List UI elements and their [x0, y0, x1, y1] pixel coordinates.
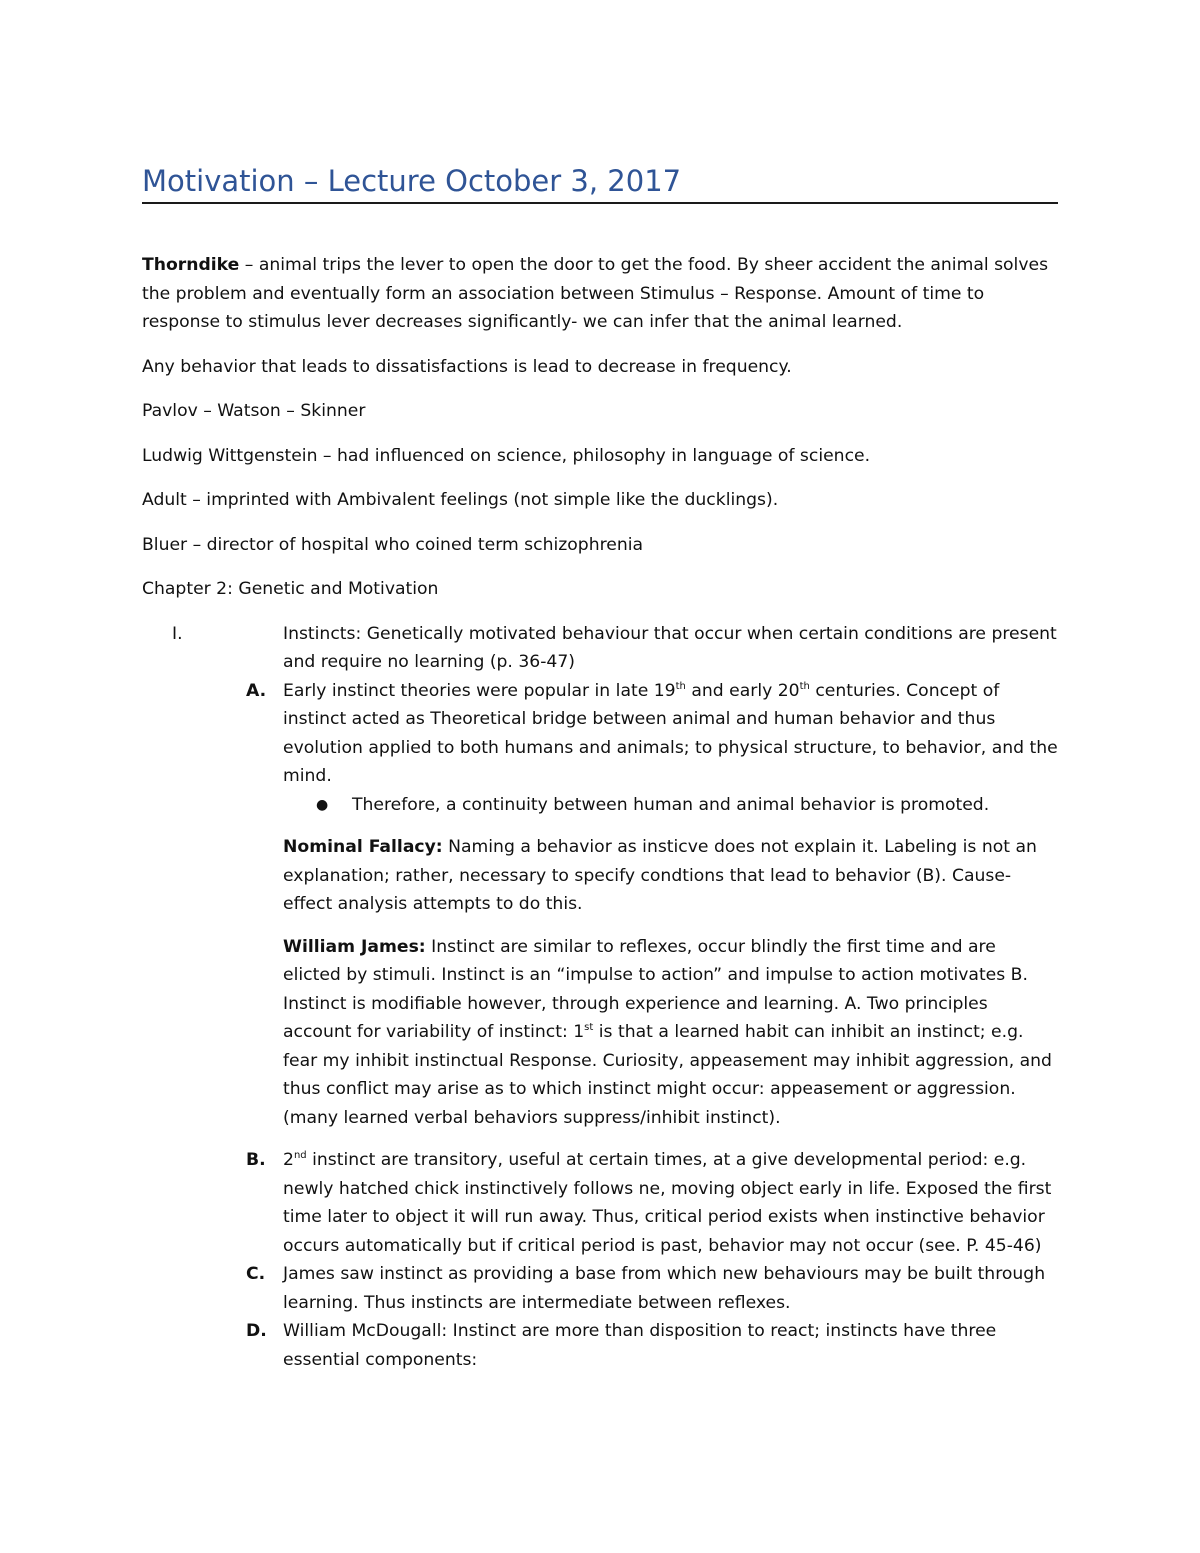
thorndike-text: – animal trips the lever to open the door to get the food. By sheer accident the animal solves the problem and eventually form an association between Stimulus – Response. Amount of time to response to stimulus lever decreases significantly- we can infer that the animal learned.: [142, 255, 1049, 332]
outline-text-c: James saw instinct as providing a base from which new behaviours may be built through learning. Thus instincts are intermediate between reflexes.: [283, 1264, 1046, 1313]
paragraph-william-james: [142, 933, 1058, 1133]
bullet-item: [142, 791, 1058, 820]
outline-item-b: [142, 1146, 1058, 1260]
bullet-text: Therefore, a continuity between human and animal behavior is promoted.: [352, 794, 990, 815]
william-james-text-2: is that a learned habit can inhibit an instinct; e.g. fear my inhibit instinctual Response. Curiosity, appeasement may inhibit aggression, and thus conflict may arise as to which instinct might occur: appeasement or aggression. (many learned verbal behaviors suppress/inhibit instinct).: [283, 1022, 1052, 1128]
paragraph-nominal-fallacy: [142, 833, 1058, 919]
outline-marker-a: A.: [246, 680, 267, 701]
paragraph-adult: Adult – imprinted with Ambivalent feelings (not simple like the ducklings).: [142, 490, 779, 510]
nominal-fallacy-label: Nominal Fallacy:: [283, 837, 443, 857]
paragraph-chapter: Chapter 2: Genetic and Motivation: [142, 579, 439, 599]
nominal-fallacy-text: Naming a behavior as insticve does not explain it. Labeling is not an explanation; rather, necessary to specify condtions that lead to behavior (B). Cause-effect analysis attempts to do this.: [283, 837, 1037, 914]
document-body: [142, 251, 1058, 1374]
outline-item-i: [142, 620, 1058, 677]
outline-text-i: Instincts: Genetically motivated behaviour that occur when certain conditions are present and require no learning (p. 36-47): [283, 623, 1057, 672]
paragraph-thorndike: [142, 251, 1058, 337]
superscript-nd: nd: [293, 1150, 307, 1161]
outline-text-a-2: and early 20: [685, 680, 800, 701]
outline-text-a-3: centuries. Concept of instinct acted as Theoretical bridge between animal and human behavior and thus evolution applied to both humans and animals; to physical structure, to behavior, and the mind.: [283, 680, 1058, 786]
outline-marker-i: I.: [172, 623, 183, 644]
superscript-th-1: th: [675, 680, 686, 692]
superscript-st: st: [584, 1022, 594, 1033]
outline-text-a-1: Early instinct theories were popular in late 19: [283, 680, 676, 701]
bullet-dot-icon: ●: [316, 796, 329, 813]
paragraph-pavlov: Pavlov – Watson – Skinner: [142, 401, 366, 421]
outline-text-b-2: instinct are transitory, useful at certain times, at a give developmental period: e.g. newly hatched chick instinctively follows ne, moving object early in life. Exposed the first time later to object it will run away. Thus, critical period exists when instinctive behavior occurs automatically but if critical period is past, behavior may not occur (see. P. 45-46): [283, 1150, 1052, 1256]
superscript-th-2: th: [799, 680, 810, 692]
outline-text-d: William McDougall: Instinct are more than disposition to react; instincts have three essential components:: [283, 1321, 997, 1370]
outline-marker-b: B.: [246, 1150, 266, 1170]
william-james-label: William James:: [283, 936, 426, 957]
outline-marker-d: D.: [246, 1321, 267, 1341]
outline-item-c: [142, 1260, 1058, 1317]
paragraph-any-behavior: Any behavior that leads to dissatisfactions is lead to decrease in frequency.: [142, 356, 792, 377]
outline-marker-c: C.: [246, 1264, 266, 1284]
outline-item-d: [142, 1317, 1058, 1374]
thorndike-label: Thorndike: [142, 255, 240, 275]
paragraph-wittgenstein: Ludwig Wittgenstein – had influenced on science, philosophy in language of science.: [142, 445, 871, 466]
title-underline: [142, 202, 1058, 204]
paragraph-bluer: Bluer – director of hospital who coined term schizophrenia: [142, 534, 644, 555]
outline-text-b-1: 2: [283, 1150, 294, 1170]
page-title: Motivation – Lecture October 3, 2017: [142, 164, 682, 198]
william-james-text-1: Instinct are similar to reflexes, occur blindly the first time and are elicted by stimuli. Instinct is an “impulse to action” and impulse to action motivates B. Instinct is modifiable however, through experience and learning. A. Two principles account for variability of instinct: 1: [283, 936, 1028, 1042]
outline-item-a: [142, 677, 1058, 791]
